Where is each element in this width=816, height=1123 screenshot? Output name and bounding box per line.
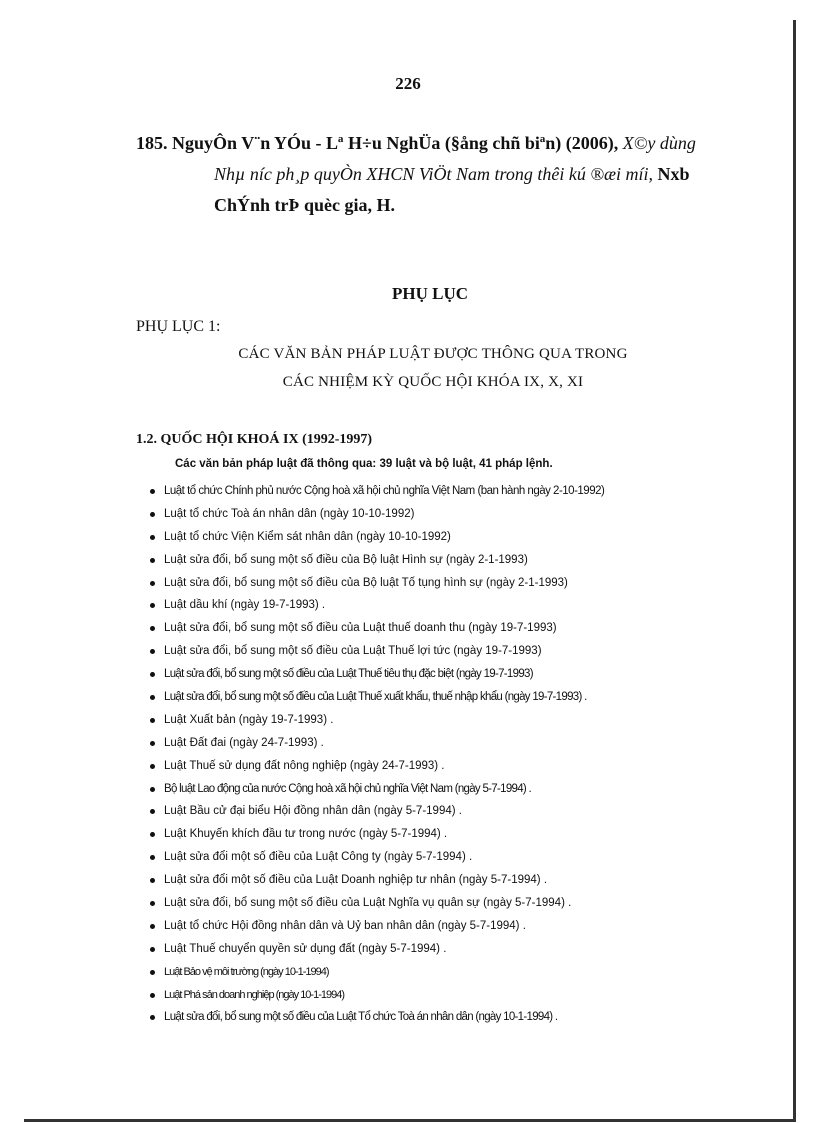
bullet-icon — [150, 832, 155, 837]
law-text: Luật Phá sản doanh nghiệp (ngày 10-1-1994) — [164, 988, 345, 1001]
bullet-icon — [150, 535, 155, 540]
law-text: Luật Thuế chuyển quyền sử dụng đất (ngày 5-7-1994) . — [164, 942, 447, 955]
reference-title-part1: X©y dùng — [622, 133, 696, 153]
law-text: Luật sửa đổi, bổ sung một số điều của Luật thuế doanh thu (ngày 19-7-1993) — [164, 622, 557, 635]
bullet-icon — [150, 741, 155, 746]
list-item — [150, 617, 790, 640]
bullet-icon — [150, 649, 155, 654]
bullet-icon — [150, 718, 155, 723]
list-item — [150, 869, 790, 892]
reference-number: 185. — [136, 133, 168, 153]
bullet-icon — [150, 878, 155, 883]
reference-entry — [136, 128, 736, 221]
bullet-icon — [150, 901, 155, 906]
bullet-icon — [150, 993, 155, 998]
reference-line-2 — [136, 159, 736, 190]
law-text: Luật sửa đổi, bổ sung một số điều của Luật Thuế lợi tức (ngày 19-7-1993) — [164, 645, 542, 658]
list-item — [150, 846, 790, 869]
bullet-icon — [150, 855, 155, 860]
bullet-icon — [150, 603, 155, 608]
reference-line-3 — [136, 190, 736, 221]
bullet-icon — [150, 809, 155, 814]
list-item — [150, 800, 790, 823]
section-title: 1.2. QUỐC HỘI KHOÁ IX (1992-1997) — [136, 432, 373, 447]
law-text: Luật Đất đai (ngày 24-7-1993) . — [164, 736, 324, 749]
law-text: Luật sửa đổi, bổ sung một số điều của Luật Tổ chức Toà án nhân dân (ngày 10-1-1994) . — [164, 1011, 558, 1024]
law-text: Luật dầu khí (ngày 19-7-1993) . — [164, 599, 326, 612]
appendix-heading-line-2: CÁC NHIỆM KỲ QUỐC HỘI KHÓA IX, X, XI — [282, 374, 584, 390]
reference-publisher-part1: Nxb — [657, 164, 690, 184]
list-item — [150, 480, 790, 503]
law-text: Luật tổ chức Chính phủ nước Cộng hoà xã hội chủ nghĩa Việt Nam (ban hành ngày 2-10-1992) — [164, 485, 605, 497]
bullet-icon — [150, 1015, 155, 1020]
bullet-icon — [150, 947, 155, 952]
bullet-icon — [150, 970, 155, 975]
bullet-icon — [150, 581, 155, 586]
bullet-icon — [150, 626, 155, 631]
page-number: 226 — [395, 74, 421, 93]
list-item — [150, 663, 790, 686]
law-text: Luật tổ chức Viện Kiểm sát nhân dân (ngày 10-10-1992) — [164, 530, 451, 543]
list-item — [150, 892, 790, 915]
law-text: Luật Thuế sử dụng đất nông nghiệp (ngày 24-7-1993) . — [164, 759, 445, 772]
list-item — [150, 686, 790, 709]
law-text: Luật sửa đổi, bổ sung một số điều của Luật Thuế xuất khẩu, thuế nhập khẩu (ngày 19-7-1993) . — [164, 691, 587, 704]
reference-publisher-part2: ChÝnh trÞ quèc gia, H. — [214, 195, 396, 215]
law-text: Luật Bảo vệ môi trường (ngày 10-1-1994) — [164, 965, 329, 978]
reference-title-part2: Nhµ níc ph¸p quyÒn XHCN ViÖt Nam trong thêi kú ®æi míi, — [214, 164, 654, 184]
reference-line-1 — [136, 128, 736, 159]
law-text: Luật sửa đổi một số điều của Luật Công ty (ngày 5-7-1994) . — [164, 851, 473, 864]
list-item — [150, 709, 790, 732]
list-item — [150, 549, 790, 572]
law-list — [150, 480, 790, 1029]
list-item — [150, 594, 790, 617]
list-item — [150, 732, 790, 755]
list-item — [150, 778, 790, 801]
list-item — [150, 572, 790, 595]
law-text: Luật sửa đổi, bổ sung một số điều của Luật Thuế tiêu thụ đặc biệt (ngày 19-7-1993) — [164, 668, 533, 681]
list-item — [150, 503, 790, 526]
law-text: Luật sửa đổi, bổ sung một số điều của Luật Nghĩa vụ quân sự (ngày 5-7-1994) . — [164, 897, 572, 910]
law-text: Bộ luật Lao động của nước Cộng hoà xã hội chủ nghĩa Việt Nam (ngày 5-7-1994) . — [164, 782, 532, 795]
appendix-heading-line-1: CÁC VĂN BẢN PHÁP LUẬT ĐƯỢC THÔNG QUA TRONG — [238, 346, 628, 362]
list-item — [150, 526, 790, 549]
law-text: Luật tổ chức Toà án nhân dân (ngày 10-10-1992) — [164, 507, 415, 520]
law-text: Luật Khuyến khích đầu tư trong nước (ngày 5-7-1994) . — [164, 828, 448, 841]
bullet-icon — [150, 512, 155, 517]
law-text: Luật Xuất bản (ngày 19-7-1993) . — [164, 713, 334, 726]
list-item — [150, 984, 790, 1007]
law-text: Luật Bầu cử đại biểu Hội đồng nhân dân (ngày 5-7-1994) . — [164, 805, 462, 818]
bullet-icon — [150, 489, 155, 494]
list-item — [150, 961, 790, 984]
bullet-icon — [150, 672, 155, 677]
reference-authors: NguyÔn V¨n YÓu - Lª H÷u NghÜa (§ång chñ biªn) (2006), — [172, 133, 619, 153]
list-item — [150, 755, 790, 778]
bullet-icon — [150, 695, 155, 700]
law-text: Luật sửa đổi, bổ sung một số điều của Bộ luật Hình sự (ngày 2-1-1993) — [164, 553, 528, 566]
law-text: Luật sửa đổi, bổ sung một số điều của Bộ luật Tố tụng hình sự (ngày 2-1-1993) — [164, 576, 568, 589]
bullet-icon — [150, 787, 155, 792]
list-item — [150, 1006, 790, 1029]
bullet-icon — [150, 924, 155, 929]
list-item — [150, 640, 790, 663]
list-item — [150, 823, 790, 846]
law-text: Luật tổ chức Hội đồng nhân dân và Uỷ ban nhân dân (ngày 5-7-1994) . — [164, 919, 526, 932]
list-item — [150, 915, 790, 938]
bullet-icon — [150, 558, 155, 563]
section-summary: Các văn bản pháp luật đã thông qua: 39 luật và bộ luật, 41 pháp lệnh. — [175, 458, 553, 470]
appendix-subtitle: PHỤ LỤC 1: — [136, 318, 221, 335]
appendix-title: PHỤ LỤC — [391, 284, 469, 303]
list-item — [150, 938, 790, 961]
law-text: Luật sửa đổi một số điều của Luật Doanh nghiệp tư nhân (ngày 5-7-1994) . — [164, 874, 548, 887]
bullet-icon — [150, 764, 155, 769]
